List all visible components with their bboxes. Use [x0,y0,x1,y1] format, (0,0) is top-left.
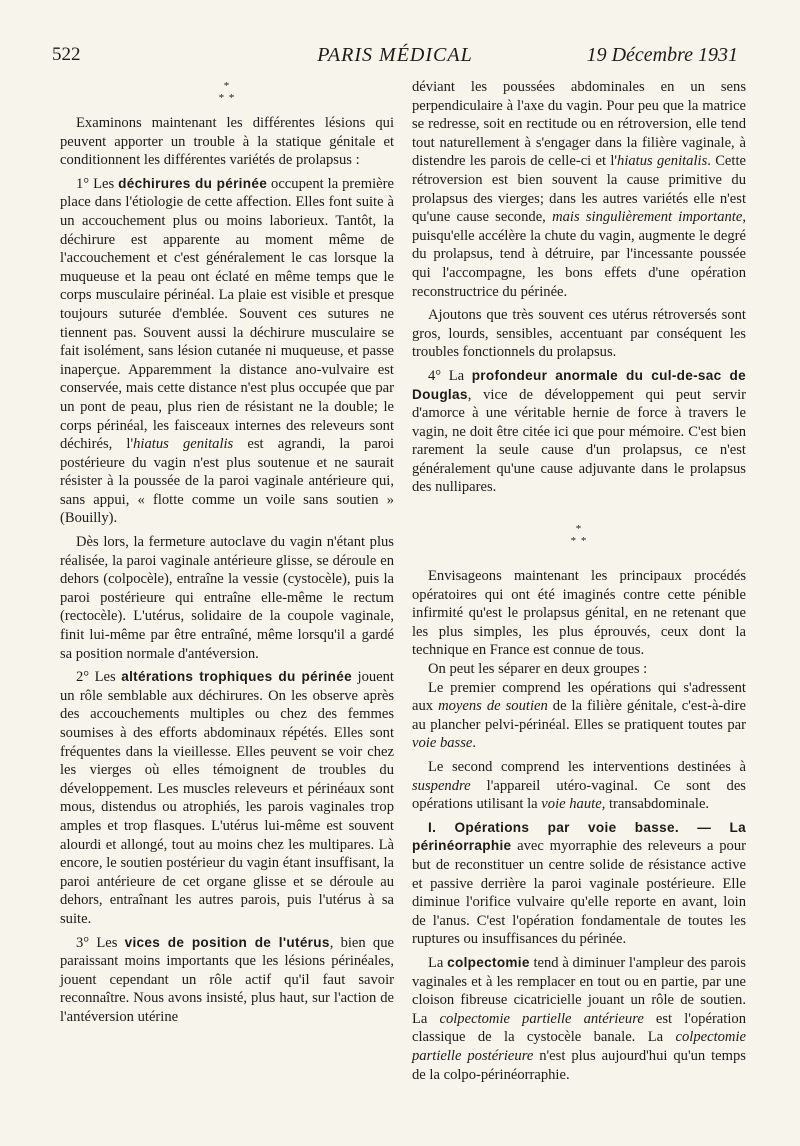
heading-dechirures: déchirures du périnée [118,175,268,191]
paragraph-premier-groupe: Le premier comprend les opérations qui s'adressent aux moyens de soutien de la filière génitale, c'est-à-dire au plancher pelvi-périnéal. Elles se pratiquent toutes par voie basse. [412,679,746,752]
paragraph-alterations: 2° Les altérations trophiques du périnée jouent un rôle semblable aux déchirures. On les observe après des accouchements multiples ou chez des femmes soumises à des efforts abdominaux répétés. Elles sont fréquentes dans la vieillesse. Elles peuvent se voir chez les vierges où elles témoignent de troubles du développement. Les muscles releveurs et périnéaux sont mous, distendus ou atrophiés, les parois vaginales trop amples et trop flasques. L'utérus lui-même est souvent alourdi et allongé, tout au moins chez les multipares. Là encore, le soutien postérieur du vagin étant insuffisant, la paroi antérieure de cet organe glisse et se déroule au dehors, entraînant les autres parois, puis l'utérus à sa suite. [60,669,394,927]
paragraph-groupes: On peut les séparer en deux groupes : [428,661,648,678]
page-header [52,44,738,74]
heading-perineorraphie: périnéorraphie [412,838,512,854]
paragraph-consequences: Dès lors, la fermeture autoclave du vagin n'étant plus réalisée, la paroi vaginale antérieure glisse, se déroule en dehors (colpocèle), entraîne la vessie (cystocèle), puis la paroi postérieure qui entraîne elle-même le rectum (rectocèle). L'utérus, solidaire de la coupole vaginale, finit lui-même par être entraîné, même lorsqu'il a gardé sa position normale d'antéversion. [60,534,394,662]
paragraph-perineorraphie: I. Opérations par voie basse. — La périnéorraphie avec myorraphie des releveurs a pour but de reconstituer un centre solide de résistance active et passive derrière la paroi vaginale postérieure. Elle diminue l'orifice vulvaire qu'elle reporte en avant, loin de l'anus. C'est l'opération fondamentale de toutes les ruptures ou insuffisances du périnée. [412,819,746,948]
paragraph-vices-position: 3° Les vices de position de l'utérus, bien que paraissant moins importants que les lésions périnéales, jouent cependant un rôle actif qu'il faut savoir reconnaître. Nous avons insisté, plus haut, sur l'action de l'antéversion utérine [60,934,394,1025]
left-column [60,78,394,1027]
paragraph-colpectomie: La colpectomie tend à diminuer l'ampleur des parois vaginales et à les remplacer en tout ou en partie, par une cloison fibreuse cicatricielle jouant un rôle de soutien. La colpectomie partielle antérieure est l'opération classique de la cystocèle banale. La colpectomie partielle postérieure n'est plus aujourd'hui qu'un temps de la colpo-périnéorraphie. [412,954,746,1083]
heading-colpectomie: colpectomie [447,954,530,970]
paragraph-douglas: 4° La profondeur anormale du cul-de-sac de Douglas, vice de développement qui peut servir d'amorce à une véritable hernie de force à travers le vagin, ne doit être citée ici que pour mémoire. C'est bien rarement la seule cause d'un prolapsus, ce n'est généralement qu'une cause adjuvante dans le prolapsus des nullipares. [412,367,746,496]
paragraph-second-groupe: Le second comprend les interventions destinées à suspendre l'appareil utéro-vaginal. Ce sont des opérations utilisant la voie haute, transabdominale. [412,759,746,813]
paragraph-ajoutons: Ajoutons que très souvent ces utérus rétroversés sont gros, lourds, sensibles, accentuant par conséquent les troubles fonctionnels du prolapsus. [412,307,746,361]
paragraph-intro: Examinons maintenant les différentes lésions qui peuvent apporter un trouble à la statique génitale et conditionnent les différentes variétés de prolapsus : [60,115,394,169]
heading-operations-voie-basse: I. Opérations par voie basse. — La [428,819,746,835]
paragraph-retroversion: déviant les poussées abdominales en un sens perpendiculaire à l'axe du vagin. Pour peu que la matrice se redresse, soit en rectitude ou en rétroversion, elle tend tout naturellement à s'engager dans la filière vaginale, à distendre les parois de celle-ci et l'hiatus genitalis. Cette rétroversion est bien souvent la cause primitive du prolapsus des vierges; dans les autres variétés elle n'est qu'une cause seconde, mais singulièrement importante, puisqu'elle accélère la chute du vagin, augmente le degré du prolapsus, tend à détruire, par l'incessante poussée qui l'accompagne, les bons effets d'une opération reconstructrice du périnée. [412,79,746,300]
heading-alterations: altérations trophiques du périnée [121,669,352,685]
heading-vices-position: vices de position de l'utérus [124,934,330,950]
paragraph-envisageons: Envisageons maintenant les principaux procédés opératoires qui ont été imaginés contre cette pénible infirmité qu'est le prolapsus génital, en ne retenant que les plus simples, les plus éprouvés, ceux dont la technique en France est connue de tous. [412,568,746,659]
section-separator-top: * * * [218,80,236,104]
paragraph-dechirures: 1° Les déchirures du périnée occupent la première place dans l'étiologie de cette affection. Elles font suite à un accouchement plus ou moins laborieux. Tantôt, la déchirure est apparente au moment même de l'accouchement et c'est généralement le cas lorsque la muqueuse et la peau ont éclaté en même temps que le corps musculaire périnéal. La plaie est visible et presque toujours suturée d'emblée. Souvent ces sutures ne tiennent pas. Souvent aussi la déchirure musculaire se fait isolément, sans lésion cutanée ni muqueuse, et passe inaperçue. Apparemment la distance ano-vulvaire est conservée, mais cette distance n'est plus occupée que par un pont de peau, plus rien de résistant ne la double; le corps périnéal, les faisceaux internes des releveurs sont déchirés, l'hiatus genitalis est agrandi, la paroi postérieure du vagin n'est plus soutenue et ne saurait résister à la poussée de la paroi vaginale antérieure qui, sans appui, « flotte comme un voile sans soutien » (Bouilly). [60,175,395,527]
right-column [412,78,746,1084]
section-separator-middle: * * * [570,523,588,548]
page-number: 522 [52,44,81,65]
journal-title: PARIS MÉDICAL [317,44,473,66]
heading-douglas: profondeur anormale du cul-de-sac de Douglas [412,367,746,402]
issue-date: 19 Décembre 1931 [586,44,738,66]
